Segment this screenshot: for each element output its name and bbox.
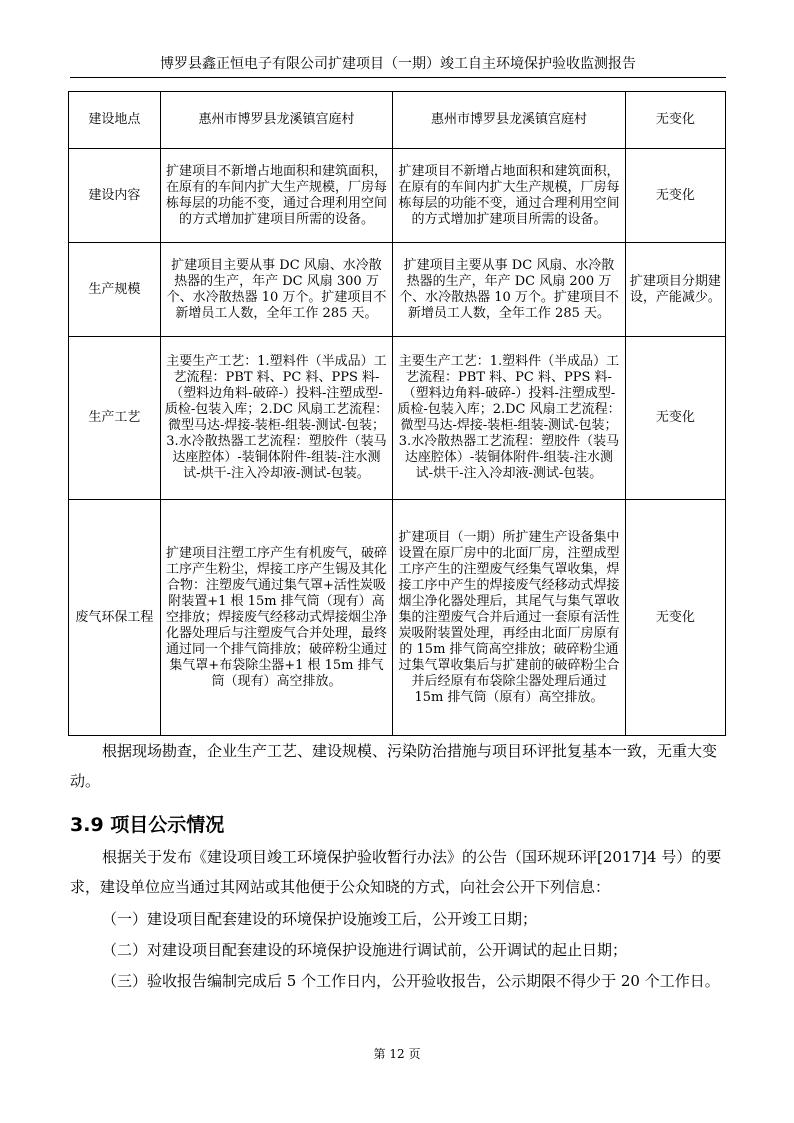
section-title: 项目公示情况 bbox=[110, 814, 225, 836]
row-label: 生产规模 bbox=[69, 243, 161, 337]
list-item: （二）对建设项目配套建设的环境保护设施进行调试前，公开调试的起止日期； bbox=[102, 941, 628, 959]
row-label: 生产工艺 bbox=[69, 337, 161, 500]
eia-cell: 主要生产工艺：1.塑料件（半成品）工艺流程：PBT 料、PC 料、PPS 料-（塑料边角料-破碎-）投料-注塑成型-质检-包装入库；2.DC 风扇工艺流程：微型马达-焊接-装柜-组装-测试-包装；3.水冷散热器工艺流程：塑胶件（装马达座腔体）-装铜体附件-组装-注水测试-烘干-注入冷却液-测试-包装。 bbox=[160, 337, 393, 500]
row-label: 建设地点 bbox=[69, 92, 161, 149]
table-row bbox=[69, 337, 726, 500]
eia-cell: 惠州市博罗县龙溪镇宫庭村 bbox=[160, 92, 393, 149]
row-label: 建设内容 bbox=[69, 149, 161, 243]
table-row bbox=[69, 500, 726, 736]
list-item: （三）验收报告编制完成后 5 个工作日内，公开验收报告，公示期限不得少于 20 个工作日。 bbox=[102, 972, 720, 990]
body-paragraph: 根据关于发布《建设项目竣工环境保护验收暂行办法》的公告（国环规环评[2017]4 号）的要求，建设单位应当通过其网站或其他便于公众知晓的方式，向社会公开下列信息： bbox=[70, 848, 722, 896]
list-item: （一）建设项目配套建设的环境保护设施竣工后，公开竣工日期； bbox=[102, 910, 538, 928]
eia-cell: 扩建项目不新增占地面积和建筑面积，在原有的车间内扩大生产规模，厂房每栋每层的功能不变，通过合理利用空间的方式增加扩建项目所需的设备。 bbox=[160, 149, 393, 243]
table-row bbox=[69, 92, 726, 149]
section-number: 3.9 bbox=[70, 814, 104, 836]
change-cell: 无变化 bbox=[625, 149, 725, 243]
row-label: 废气环保工程 bbox=[69, 500, 161, 736]
actual-cell: 惠州市博罗县龙溪镇宫庭村 bbox=[393, 92, 626, 149]
actual-cell: 扩建项目（一期）所扩建生产设备集中设置在原厂房中的北面厂房，注塑成型工序产生的注塑废气经集气罩收集，焊接工序中产生的焊接废气经移动式焊接烟尘净化器处理后，其尾气与集气罩收集的注塑废气合并后通过一套原有活性炭吸附装置处理，再经由北面厂房原有的 15m 排气筒高空排放；破碎粉尘通过集气罩收集后与扩建前的破碎粉尘合并后经原有布袋除尘器处理后通过 15m 排气筒（原有）高空排放。 bbox=[393, 500, 626, 736]
conclusion-paragraph: 根据现场勘查，企业生产工艺、建设规模、污染防治措施与项目环评批复基本一致，无重大变动。 bbox=[70, 742, 718, 790]
change-cell: 无变化 bbox=[625, 337, 725, 500]
actual-cell: 扩建项目不新增占地面积和建筑面积，在原有的车间内扩大生产规模，厂房每栋每层的功能不变，通过合理利用空间的方式增加扩建项目所需的设备。 bbox=[393, 149, 626, 243]
eia-cell: 扩建项目主要从事 DC 风扇、水冷散热器的生产，年产 DC 风扇 300 万个、水冷散热器 10 万个。扩建项目不新增员工人数，全年工作 285 天。 bbox=[160, 243, 393, 337]
page-header: 博罗县鑫正恒电子有限公司扩建项目（一期）竣工自主环境保护验收监测报告 bbox=[160, 56, 636, 72]
table-row bbox=[69, 149, 726, 243]
actual-cell: 主要生产工艺：1.塑料件（半成品）工艺流程：PBT 料、PC 料、PPS 料-（塑料边角料-破碎-）投料-注塑成型-质检-包装入库；2.DC 风扇工艺流程：微型马达-焊接-装柜-组装-测试-包装；3.水冷散热器工艺流程：塑胶件（装马达座腔体）-装铜体附件-组装-注水测试-烘干-注入冷却液-测试-包装。 bbox=[393, 337, 626, 500]
table-row bbox=[69, 243, 726, 337]
change-cell: 无变化 bbox=[625, 92, 725, 149]
header-rule bbox=[70, 77, 726, 78]
change-cell: 无变化 bbox=[625, 500, 725, 736]
comparison-table bbox=[68, 91, 726, 736]
eia-cell: 扩建项目注塑工序产生有机废气，破碎工序产生粉尘，焊接工序产生锡及其化合物：注塑废气通过集气罩+活性炭吸附装置+1 根 15m 排气筒（现有）高空排放；焊接废气经移动式焊接烟尘净化器处理后与注塑废气合并处理，最终通过同一个排气筒排放；破碎粉尘通过集气罩+布袋除尘器+1 根 15m 排气筒（现有）高空排放。 bbox=[160, 500, 393, 736]
page-number: 第 12 页 bbox=[373, 1047, 421, 1061]
actual-cell: 扩建项目主要从事 DC 风扇、水冷散热器的生产，年产 DC 风扇 200 万个、水冷散热器 10 万个。扩建项目不新增员工人数，全年工作 285 天。 bbox=[393, 243, 626, 337]
change-cell: 扩建项目分期建设，产能减少。 bbox=[625, 243, 725, 337]
section-heading bbox=[70, 810, 224, 837]
